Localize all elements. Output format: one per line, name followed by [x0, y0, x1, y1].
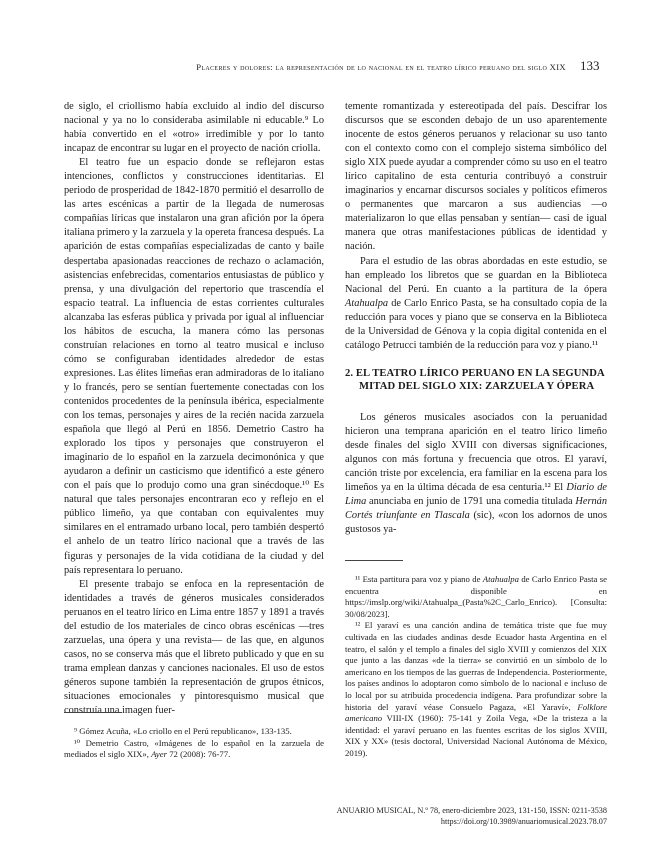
paragraph: de siglo, el criollismo había excluido al indio del discurso nacional y ya no lo consideraba asimilable ni educable.⁹ Lo había convertido en el «otro» irredimible y por lo tanto incapaz de encontrar su lugar en el proyecto de nación criolla. [64, 101, 324, 155]
footnote-11: ¹¹ Esta partitura para voz y piano de Atahualpa de Carlo Enrico Pasta se encuentra disponible en https://imslp.org/wiki/Atahualpa_(Pasta%2C_Carlo_Enrico). [Consulta: 30/08/2023]. [345, 574, 607, 619]
paragraph: El teatro fue un espacio donde se reflejaron estas intenciones, conflictos y construcciones identitarias. El periodo de prosperidad de 1842-1870 permitió el desarrollo de las artes escénicas a partir de la llegada de numerosas compañías líricas que instalaron una gran afición por la ópera italiana primero y la zarzuela y la opereta francesa después. La aparición de estas compañías especializadas de canto y baile despertaba apasionadas reacciones de rechazo o aclamación, asistencias enfebrecidas, comentarios entusiastas de público y prensa, y una divulgación del repertorio que trascendía el espacio teatral. La influencia de estas corrientes culturales alcanzaba las esferas pública y privada por igual al influenciar los hábitos de escucha, la manera cómo las personas construían relaciones en torno al teatro musical e incluso cómo se configuraban identidades alrededor de estas expresiones. Las élites limeñas eran admiradoras de lo italiano y lo francés, pero se sentían fuertemente conectadas con los contenidos procedentes de la península ibérica, especialmente con los temas, personajes y aires de la recién nacida zarzuela española que llegó al Perú en 1856. Demetrio Castro ha explorado los tipos y personajes que construyeron el imaginario de lo español en la zarzuela decimonónica y que ayudaron a definir un casticismo que identificó a este género con el país que lo produjo como una gran sinécdoque.¹⁰ Es natural que tales personajes encontraran eco y reflejo en el público limeño, ya que contaban con equivalentes muy similares en el entramado urbano local, pero también despertó el anhelo de un teatro lírico nacional que a través de las figuras y personajes de la vida cotidiana de la ciudad y del país representara lo peruano. [64, 157, 324, 576]
page-footer [277, 805, 607, 827]
footnotes-left [64, 712, 324, 761]
section-heading: 2. EL TEATRO LÍRICO PERUANO EN LA SEGUNDA MITAD DEL SIGLO XIX: ZARZUELA Y ÓPERA [345, 367, 605, 393]
footnote-rule [345, 560, 403, 561]
page-number: 133 [580, 58, 600, 73]
right-column [345, 100, 607, 537]
paragraph: Para el estudio de las obras abordadas en este estudio, se han empleado los libretos que se guardan en la Biblioteca Nacional del Perú. En cuanto a la partitura de la ópera Atahualpa de Carlo Enrico Pasta, se ha consultado copia de la reducción para voces y piano que se conserva en la Biblioteca de la Universidad de Génova y la copia digital contenida en el catálogo Petrucci también de la reducción para voz y piano.¹¹ [345, 255, 607, 351]
journal-citation: ANUARIO MUSICAL, N.º 78, enero-diciembre 2023, 131-150, ISSN: 0211-3538 [336, 806, 607, 815]
paragraph: El presente trabajo se enfoca en la representación de identidades a través de géneros musicales considerados peruanos en el teatro lírico en Lima entre 1857 y 1891 a través del estudio de los materiales de cinco obras escénicas —tres zarzuelas, una ópera y una revista— de las que, en algunos casos, no se conserva más que el libreto publicado y que en su trama emplean danzas y canciones nacionales. El uso de estos géneros supone también la representación de grupos étnicos, situaciones emocionales y pintoresquismo musical que construía una imagen fuer- [64, 578, 324, 717]
footnote-rule [64, 712, 122, 713]
footnotes-right [345, 560, 607, 760]
footnote-10: ¹⁰ Demetrio Castro, «Imágenes de lo español en la zarzuela de mediados el siglo XIX», Ayer 72 (2008): 76-77. [64, 737, 324, 760]
left-column [64, 100, 324, 718]
paragraph: temente romantizada y estereotipada del país. Descifrar los discursos que se esconden debajo de un uso aparentemente inocente de estos géneros peruanos y relacionar su uso tanto con el contexto como con el complejo sistema simbólico del siglo XIX puede ayudar a comprender cómo su uso en el teatro lírico capitalino de esta centuria contribuyó a construir imaginarios y encarnar discursos sociales y políticos efímeros o permanentes que marcaron a sus audiencias —o materializaron lo que ellas pensaban y sentían— casi de igual manera que otras manifestaciones públicas de identidad y nación. [345, 101, 607, 253]
paragraph: Los géneros musicales asociados con la peruanidad hicieron una temprana aparición en el teatro lírico limeño desde finales del siglo XVIII con diversas significaciones, algunos con más fortuna y frecuencia que otros. El yaraví, canción triste por excelencia, era familiar en la escena para los limeños ya en la última década de esa centuria.¹² El Diario de Lima anunciaba en junio de 1791 una comedia titulada Hernán Cortés triunfante en Tlascala (sic), «con los adornos de unos gustosos ya- [345, 412, 607, 536]
footnote-9: ⁹ Gómez Acuña, «Lo criollo en el Perú republicano», 133-135. [74, 726, 292, 736]
doi-link[interactable]: https://doi.org/10.3989/anuariomusical.2023.78.07 [440, 817, 607, 826]
footnote-12: ¹² El yaraví es una canción andina de temática triste que fue muy cultivada en las ciudades andinas desde Ecuador hasta Argentina en el teatro, el salón y el templo a finales del siglo XVIII y comienzos del XIX que junto a las danzas «de la tierra» se convirtió en un símbolo de lo americano en los tiempos de las guerras de Independencia. Posteriormente, los países andinos lo adoptaron como símbolo de lo nacional e incluso de lo local por su atribuida procedencia indígena. Para profundizar sobre la historia del yaraví véase Consuelo Pagaza, «El Yaraví», Folklore americano VIII-IX (1960): 75-141 y Zoila Vega, «De la tristeza a la identidad: el yaraví peruano en las fuentes escritas de los siglos XVIII, XIX y XX» (tesis doctoral, Universidad Nacional Autónoma de México, 2019). [345, 620, 607, 758]
running-head: Placeres y dolores: la representación de lo nacional en el teatro lírico peruano del siglo XIX [196, 62, 566, 72]
